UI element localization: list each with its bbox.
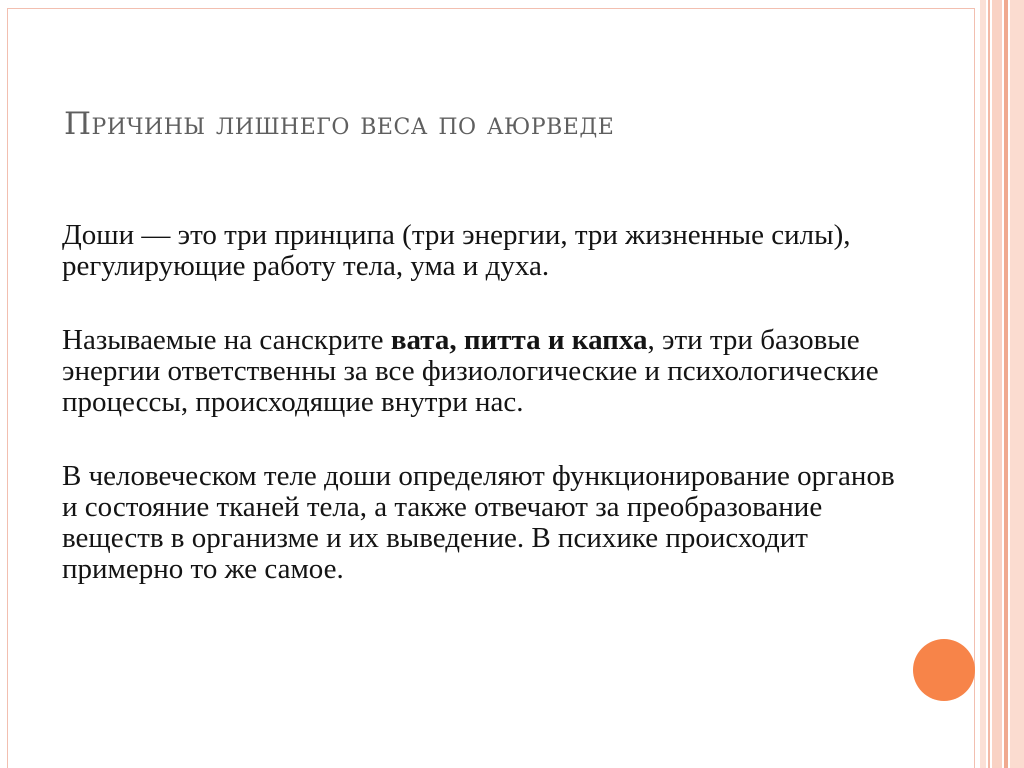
decorative-stripe: [980, 0, 986, 768]
paragraph-doshas-names: [62, 325, 902, 418]
decorative-stripe: [1004, 0, 1008, 768]
decorative-orange-circle: [913, 639, 975, 701]
slide-body: [62, 220, 902, 628]
paragraph-doshas-function: В человеческом теле доши определяют функционирование органов и состояние тканей тела, а также отвечают за преобразование веществ в организме и их выведение. В психике происходит примерно то же самое.: [62, 460, 895, 585]
paragraph-text: , эти три базовые энергии ответственны за все физиологические и психологические процессы, происходящие внутри нас.: [62, 324, 879, 418]
decorative-stripe: [1010, 0, 1024, 768]
decorative-stripe: [988, 0, 990, 768]
dosha-names-bold: вата, питта и капха: [390, 324, 648, 356]
paragraph-text: Называемые на санскрите: [62, 324, 391, 356]
slide-title: Причины лишнего веса по аюрведе: [64, 106, 615, 142]
paragraph-doshas-definition: Доши — это три принципа (три энергии, три жизненные силы), регулирующие работу тела, ума и духа.: [62, 219, 851, 282]
decorative-stripe: [992, 0, 1002, 768]
